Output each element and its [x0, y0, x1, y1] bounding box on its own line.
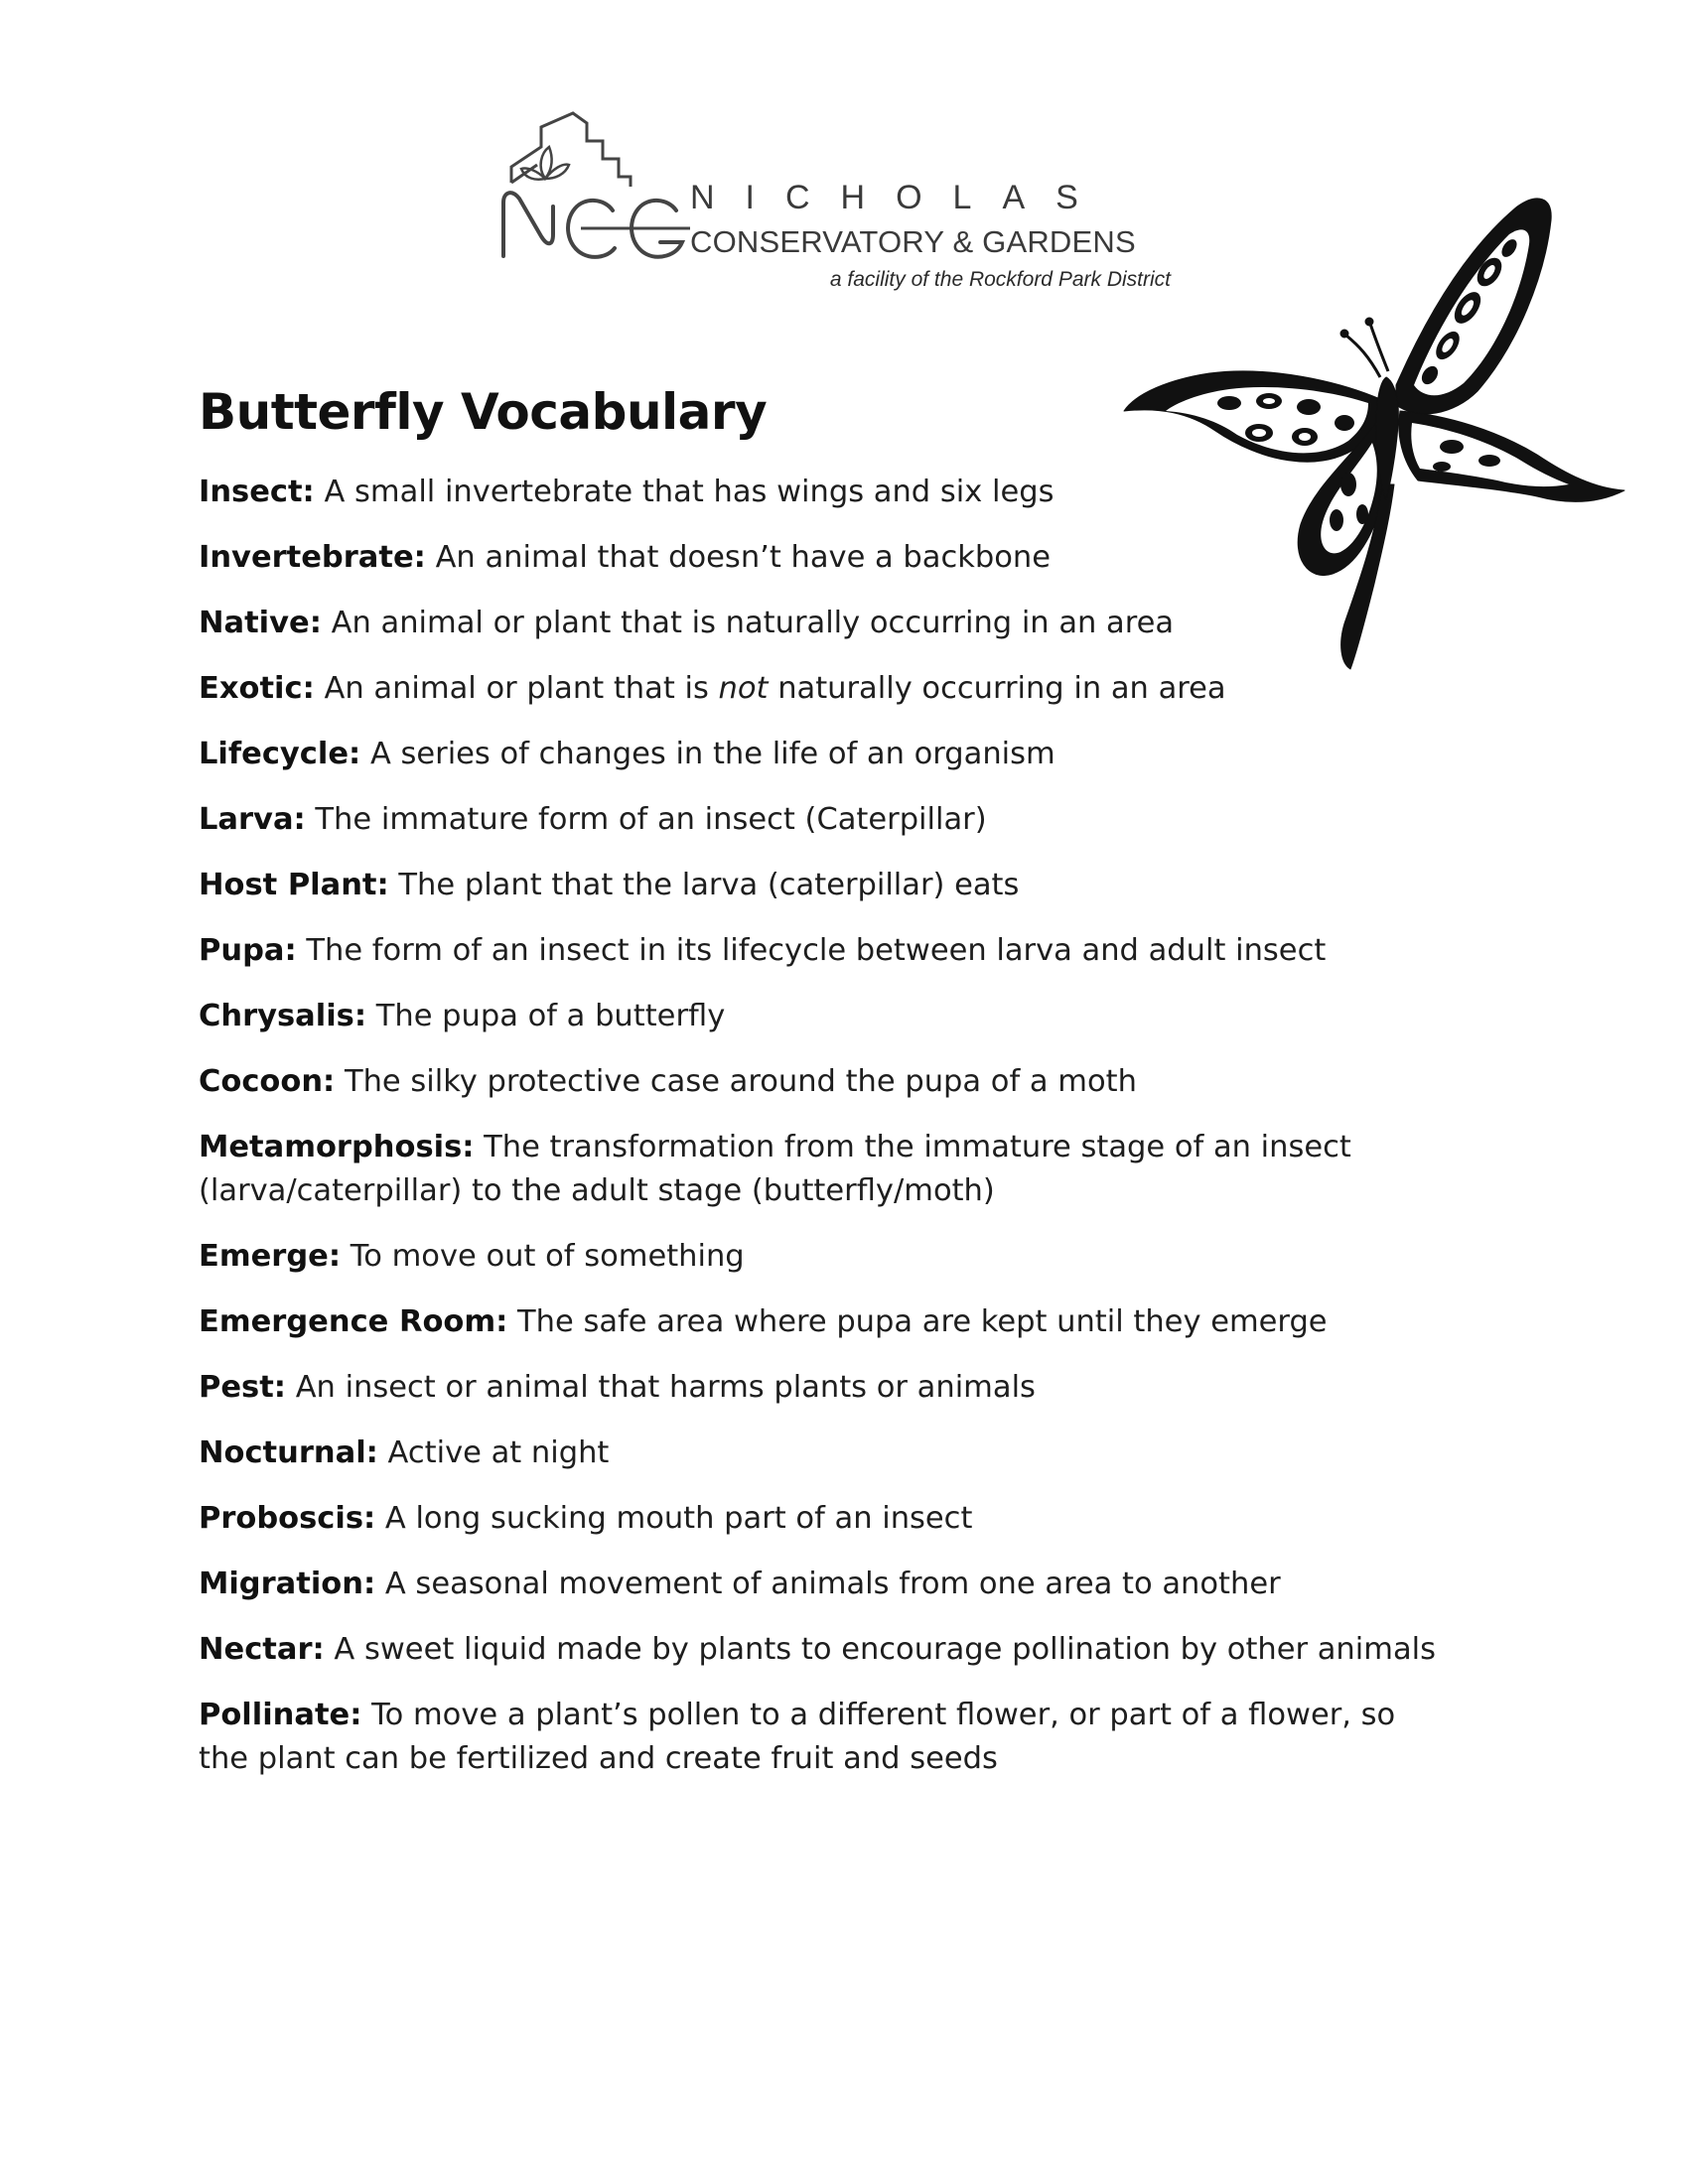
logo-name: NICHOLAS	[690, 179, 1109, 216]
vocab-term: Larva:	[199, 802, 306, 837]
vocabulary-list	[199, 471, 1450, 1803]
vocab-item-invertebrate	[199, 536, 1450, 580]
vocab-item-nectar	[199, 1628, 1450, 1672]
vocab-definition: The pupa of a butterfly	[375, 999, 726, 1033]
vocab-item-emerge	[199, 1235, 1450, 1279]
vocab-definition: The transformation from the immature stage of an insect (larva/caterpillar) to the adult stage (butterfly/moth)	[199, 1130, 1351, 1208]
vocab-definition-part: An animal or plant that is	[324, 671, 709, 706]
vocab-term: Exotic:	[199, 671, 315, 706]
vocab-item-host-plant	[199, 864, 1450, 907]
vocab-definition: The safe area where pupa are kept until they emerge	[517, 1304, 1328, 1339]
vocab-term: Metamorphosis:	[199, 1130, 475, 1164]
logo-subtitle: CONSERVATORY & GARDENS	[690, 224, 1136, 259]
vocab-definition: A sweet liquid made by plants to encourage pollination by other animals	[334, 1632, 1436, 1667]
page-title: Butterfly Vocabulary	[199, 383, 768, 441]
vocab-item-insect	[199, 471, 1450, 514]
vocab-term: Invertebrate:	[199, 540, 426, 575]
vocab-term: Emergence Room:	[199, 1304, 508, 1339]
vocab-definition: A small invertebrate that has wings and six legs	[324, 475, 1055, 509]
vocab-definition: The immature form of an insect (Caterpillar)	[315, 802, 987, 837]
vocab-definition: An insect or animal that harms plants or animals	[295, 1370, 1036, 1405]
vocab-definition: To move out of something	[350, 1239, 745, 1274]
vocab-item-lifecycle	[199, 733, 1450, 776]
vocab-term: Native:	[199, 606, 322, 640]
vocab-term: Insect:	[199, 475, 315, 509]
vocab-term: Pupa:	[199, 933, 297, 968]
vocab-definition-part: naturally occurring in an area	[777, 671, 1226, 706]
vocab-definition: The silky protective case around the pupa of a moth	[344, 1064, 1137, 1099]
vocab-term: Pest:	[199, 1370, 286, 1405]
vocab-item-larva	[199, 798, 1450, 842]
vocab-item-exotic	[199, 667, 1450, 711]
vocab-item-nocturnal	[199, 1432, 1450, 1475]
vocab-definition: Active at night	[387, 1435, 610, 1470]
vocab-definition: An animal that doesn’t have a backbone	[435, 540, 1052, 575]
vocab-term: Pollinate:	[199, 1698, 362, 1732]
vocab-item-native	[199, 602, 1450, 645]
vocab-definition: A seasonal movement of animals from one area to another	[384, 1567, 1281, 1601]
organization-logo	[501, 107, 1187, 306]
vocab-definition: The form of an insect in its lifecycle between larva and adult insect	[306, 933, 1327, 968]
vocab-definition-emphasis: not	[718, 671, 769, 706]
vocab-term: Host Plant:	[199, 868, 389, 902]
vocab-term: Nectar:	[199, 1632, 325, 1667]
vocab-term: Emerge:	[199, 1239, 342, 1274]
vocab-item-pest	[199, 1366, 1450, 1410]
logo-tagline: a facility of the Rockford Park District	[829, 268, 1171, 291]
vocab-term: Cocoon:	[199, 1064, 336, 1099]
vocab-item-proboscis	[199, 1497, 1450, 1541]
vocab-definition: An animal or plant that is naturally occurring in an area	[331, 606, 1175, 640]
conservatory-logo-icon	[501, 107, 700, 266]
vocab-term: Chrysalis:	[199, 999, 367, 1033]
vocab-definition: A series of changes in the life of an organism	[369, 737, 1055, 771]
vocab-item-pollinate	[199, 1694, 1450, 1781]
vocab-item-pupa	[199, 929, 1450, 973]
vocab-definition: The plant that the larva (caterpillar) eats	[398, 868, 1020, 902]
vocab-item-emergence-room	[199, 1300, 1450, 1344]
vocab-term: Nocturnal:	[199, 1435, 378, 1470]
vocab-definition: A long sucking mouth part of an insect	[384, 1501, 973, 1536]
vocab-term: Migration:	[199, 1567, 376, 1601]
vocab-term: Lifecycle:	[199, 737, 361, 771]
vocab-item-metamorphosis	[199, 1126, 1450, 1213]
vocab-item-cocoon	[199, 1060, 1450, 1104]
vocab-definition: To move a plant’s pollen to a different flower, or part of a flower, so the plant can be fertilized and create fruit and seeds	[199, 1698, 1396, 1776]
vocab-item-migration	[199, 1563, 1450, 1606]
vocab-term: Proboscis:	[199, 1501, 376, 1536]
vocab-item-chrysalis	[199, 995, 1450, 1038]
